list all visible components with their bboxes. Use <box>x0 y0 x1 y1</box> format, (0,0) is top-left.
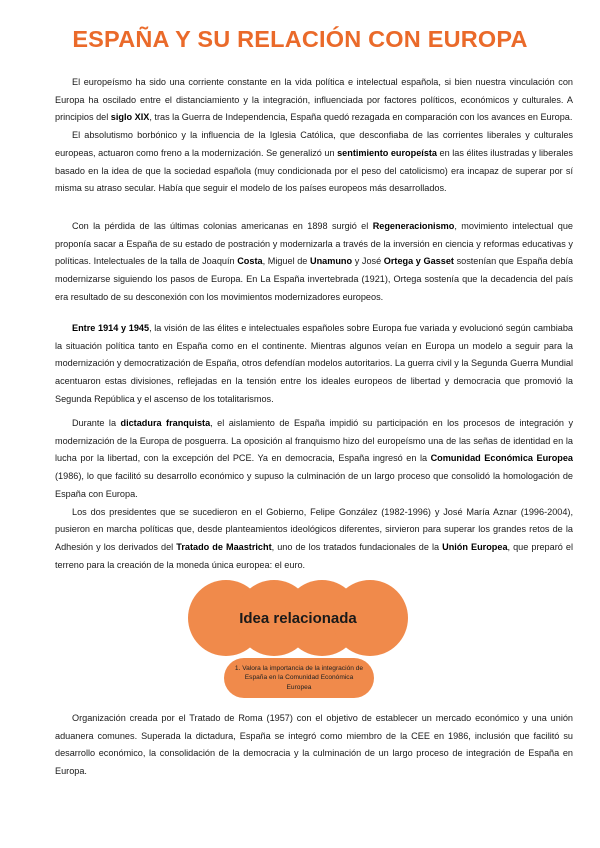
text-block-intro <box>55 74 573 198</box>
idea-heading: Idea relacionada <box>239 609 357 627</box>
bold-term: Ortega y Gasset <box>383 256 454 267</box>
bold-term: Unamuno <box>310 256 353 267</box>
text-block-regeneracionismo <box>55 218 573 307</box>
text-run: en las élites ilustradas y liberales basado en la idea de que la sociedad española (muy condicionada por el peso del catolicismo) era incapaz de superar por sí misma su atraso secular. Había que seguir el modelo de los países europeos más desarrollados. <box>55 147 573 194</box>
paragraph <box>55 127 573 198</box>
text-run: , movimiento intelectual que proponía sacar a España de su estado de postración y modernizarla a través de la inversión en ciencia y reformas educativas y políticas. Intelectuales de la talla de Joaquín <box>55 221 574 267</box>
bold-term: Regeneracionismo <box>372 221 455 231</box>
paragraph <box>55 415 573 504</box>
paragraph <box>55 320 573 409</box>
text-run: y José <box>352 256 384 267</box>
text-run: El europeísmo ha sido una corriente constante en la vida política e intelectual española, si bien nuestra vinculación con Europa ha oscilado entre el distanciamiento y la integración, influenciada por factores políticos, económicos y culturales. A principios del <box>55 77 573 123</box>
text-run: , que preparó el terreno para la creación de la moneda única europea: el euro. <box>55 541 573 570</box>
text-run: Organización creada por el Tratado de Roma (1957) con el objetivo de establecer un mercado económico y una unión aduanera comunes. Superada la dictadura, España se integró como miembro de la CEE en 1986, inclusión que facilitó su desarrollo económico, la consolidación de la democracia y la culminación de un largo proceso de integración de España en Europa. <box>55 713 573 777</box>
bold-term: Tratado de Maastricht <box>176 541 272 552</box>
paragraph <box>55 74 573 127</box>
text-run: Con la pérdida de las últimas colonias americanas en 1898 surgió el <box>72 221 373 231</box>
text-run: Los dos presidentes que se sucedieron en el Gobierno, Felipe González (1982-1996) y José María Aznar (1996-2004), pusieron en marcha políticas que, desde planteamientos ideológicos diferentes, sirvieron para superar los grandes retos de la Adhesión y los derivados del <box>55 506 573 552</box>
text-block-franquismo <box>55 415 573 574</box>
text-run: Durante la <box>72 418 121 428</box>
paragraph <box>55 218 573 307</box>
text-block-cee <box>55 710 573 781</box>
paragraph <box>55 710 573 781</box>
page-title: ESPAÑA Y SU RELACIÓN CON EUROPA <box>72 26 528 52</box>
idea-item: 1. Valora la importancia de la integración de España en la Comunidad Económica Europea <box>224 658 374 698</box>
bold-term: Entre 1914 y 1945 <box>72 323 150 333</box>
idea-relacionada-badge <box>188 580 408 656</box>
bold-term: Unión Europea <box>442 541 508 552</box>
bold-term: dictadura franquista <box>120 418 211 428</box>
text-run: , uno de los tratados fundacionales de la <box>271 541 443 552</box>
text-run: (1986), lo que facilitó su desarrollo económico y supuso la culminación de un largo proceso que consolidó la homologación de España con Europa. <box>55 471 573 499</box>
text-run: , el aislamiento de España impidió su participación en los procesos de integración y modernización de la Europa de posguerra. La oposición al franquismo hizo del europeísmo una de las señas de identidad en la lucha por la libertad, con la excepción del PCE. Ya en democracia, España ingresó en la <box>55 418 574 464</box>
bold-term: Costa <box>237 256 263 267</box>
paragraph <box>55 504 573 575</box>
text-run: sostenían que España debía modernizarse siguiendo los pasos de Europa. En La España invertebrada (1921), Ortega sostenía que la decadencia del país era resultado de su desconexión con los movimientos modernizadores europeos. <box>55 256 574 302</box>
text-run: , la visión de las élites e intelectuales españoles sobre Europa fue variada y evolucionó según cambiaba la situación política tanto en España como en el continente. Mientras algunos veían en Europa un modelo a seguir para la modernización y democratización de España, otros defendían modelos autoritarios. La guerra civil y la Segunda Guerra Mundial acentuaron estas divisiones, reflejadas en la tensión entre los ideales europeos de libertad y democracia que promovió la Segunda República y el ascenso de los totalitarismos. <box>55 323 573 404</box>
bold-term: Comunidad Económica Europea <box>430 453 573 464</box>
text-run: , tras la Guerra de Independencia, España quedó rezagada en comparación con los avances en Europa. <box>149 112 573 123</box>
text-run: , Miguel de <box>262 256 310 267</box>
bold-term: siglo XIX <box>110 112 150 123</box>
text-block-1914-1945 <box>55 320 573 409</box>
text-run: El absolutismo borbónico y la influencia de la Iglesia Católica, que desconfiaba de las corrientes liberales y culturales europeas, actuaron como freno a la modernización. Se generalizó un <box>55 130 573 158</box>
bold-term: sentimiento europeísta <box>337 147 438 158</box>
